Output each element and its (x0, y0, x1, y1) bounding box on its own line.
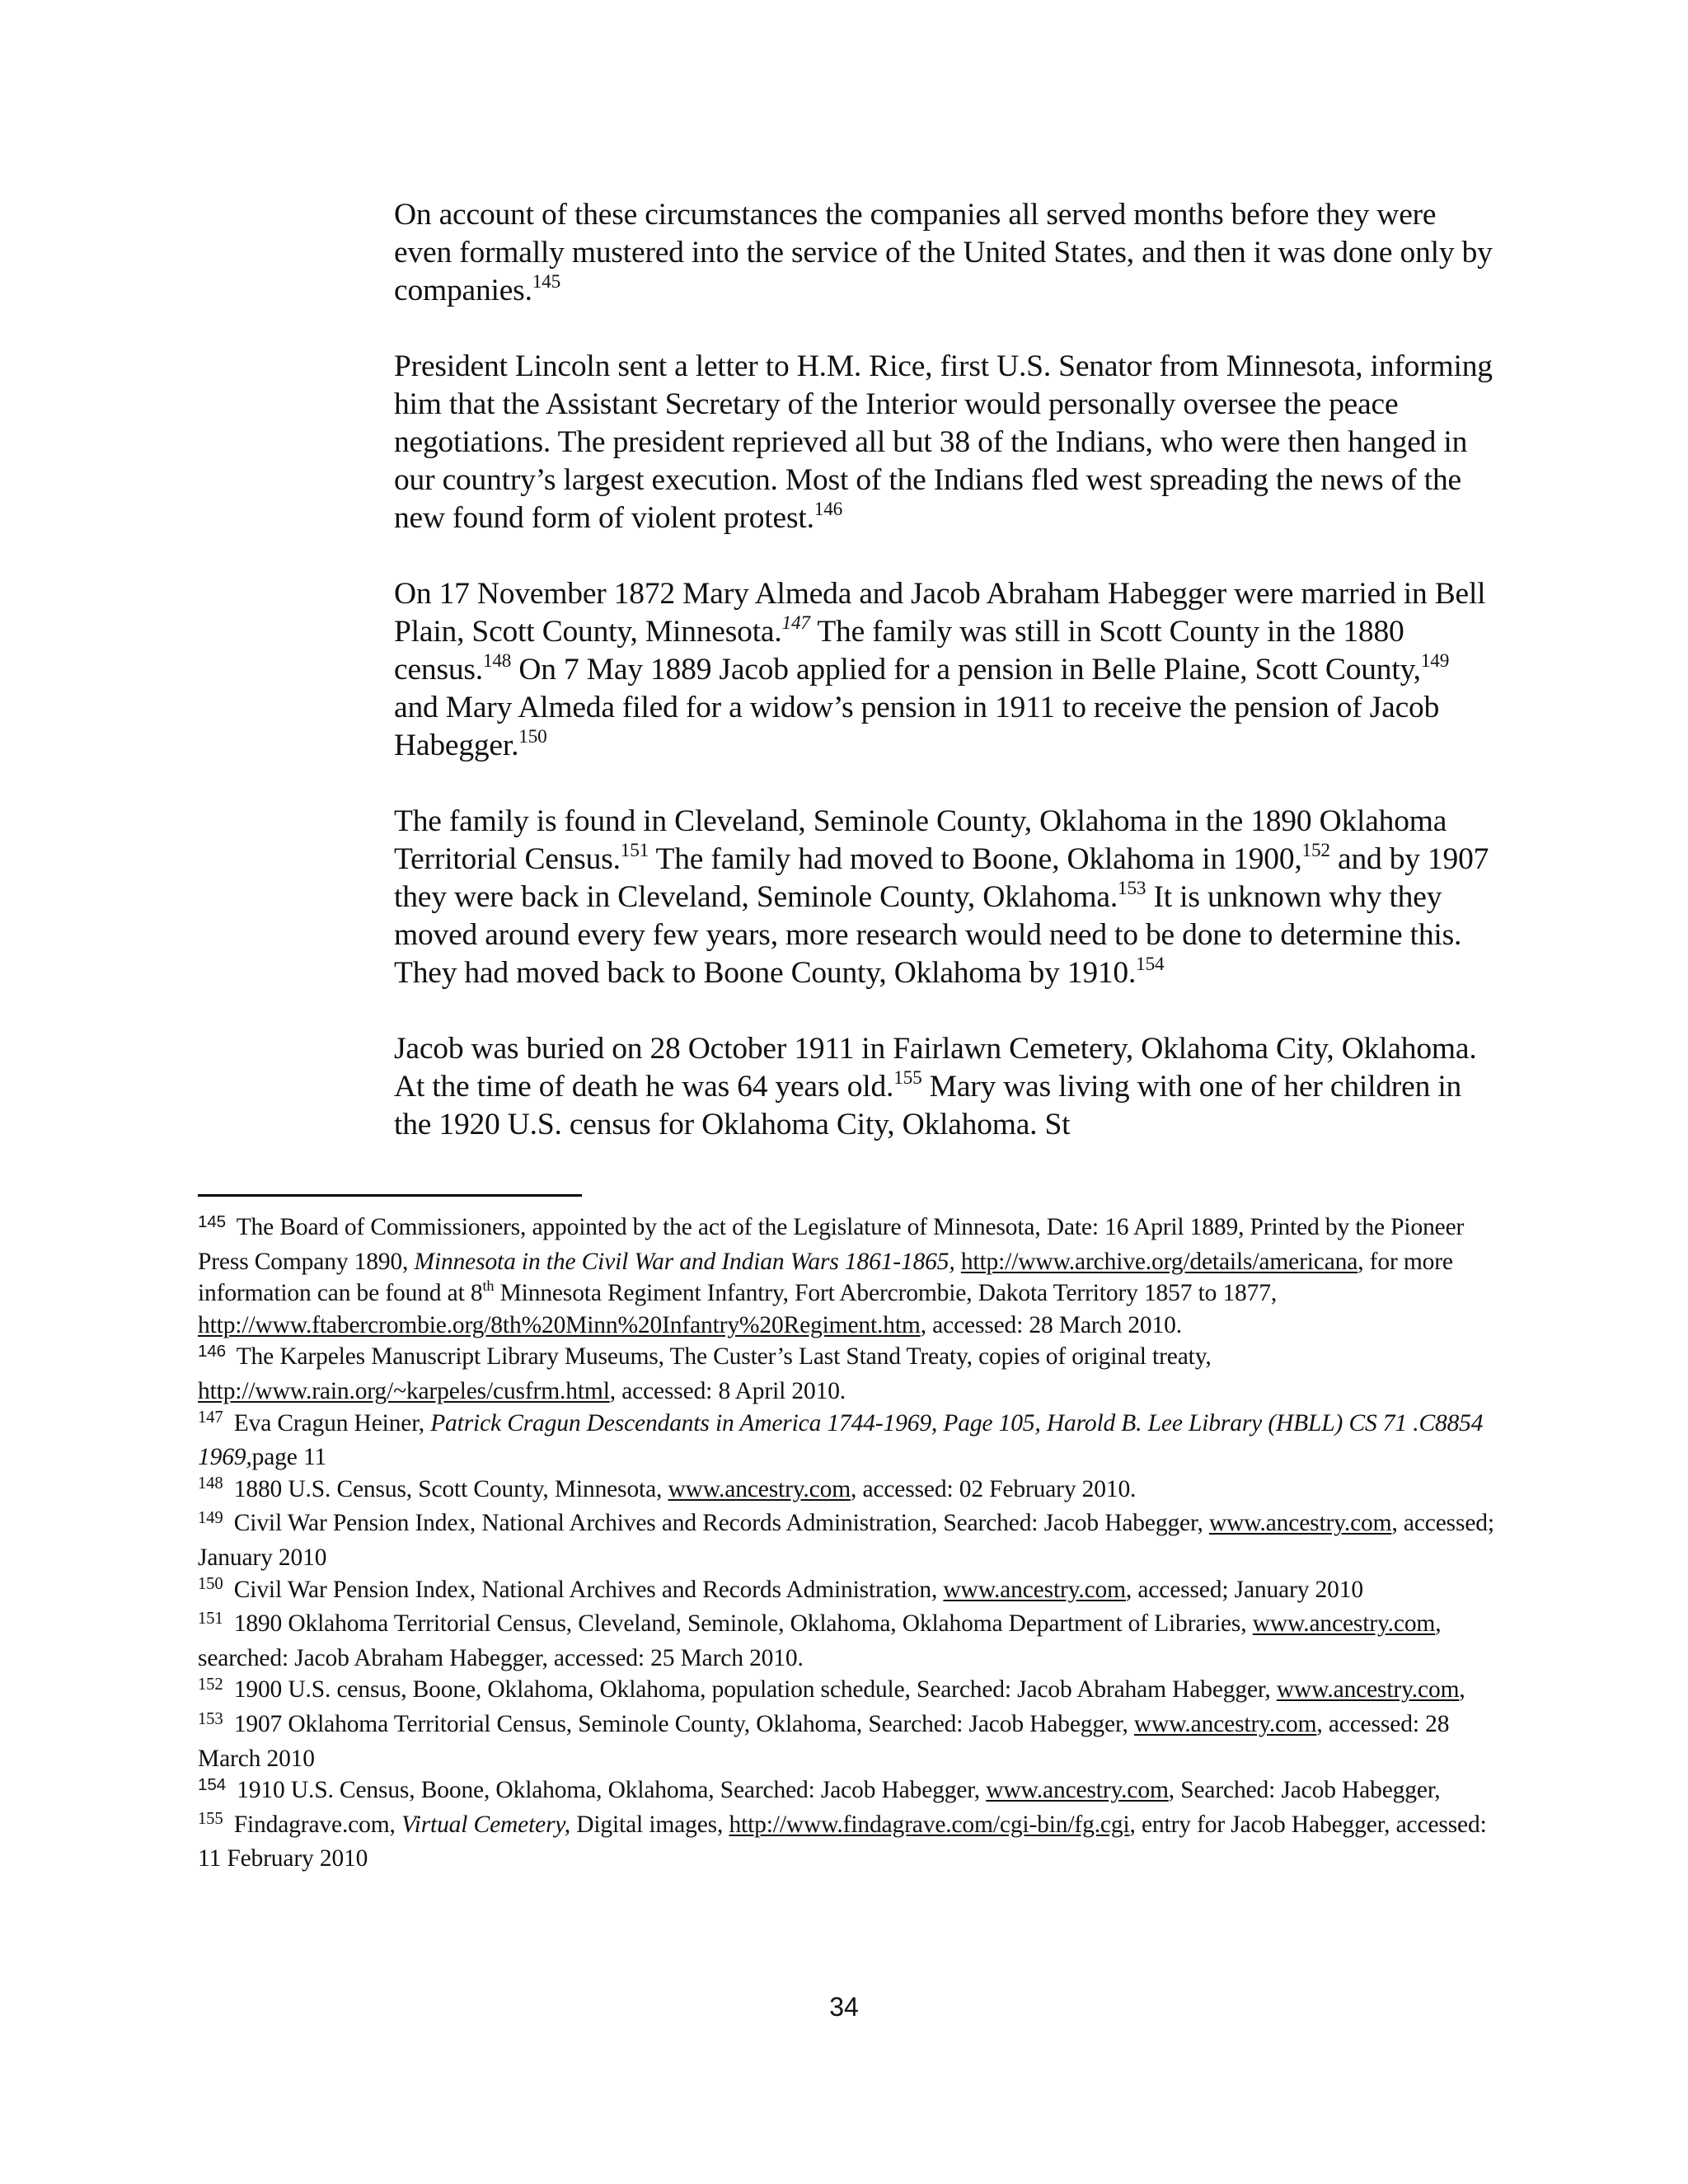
footnote-ref-152[interactable]: 152 (1301, 840, 1330, 862)
footnote-145: $^{145}$ The Board of Commissioners, appointed by the act of the Legislature of Minnesota, Date: 16 April 1889, Printed by the Pioneer Press Company 1890, Minnesota in the Civil War and Indian Wars 1861-1865, http://www.archive.org/details/americana, for more information can be found at 8th Minnesota Regiment Infantry, Fort Abercrombie, Dakota Territory 1857 to 1877, http://www.ftabercrombie.org/8th%20Minn%20Infantry%20Regiment.htm, accessed: 28 March 2010. (198, 1212, 1465, 1338)
footnote-151: $^{151}$ 1890 Oklahoma Territorial Census, Cleveland, Seminole, Oklahoma, Oklahoma Department of Libraries, www.ancestry.com, searched: Jacob Abraham Habegger, accessed: 25 March 2010. (198, 1609, 1442, 1671)
link-ancestry[interactable]: www.ancestry.com (1276, 1676, 1460, 1704)
link-ancestry[interactable]: www.ancestry.com (986, 1777, 1169, 1804)
footnote-ref-155[interactable]: 155 (893, 1067, 922, 1090)
footnote-147: $^{147}$ Eva Cragun Heiner, Patrick Cragun Descendants in America 1744-1969, Page 105, Harold B. Lee Library (HBLL) CS 71 .C8854 1969,page 11 (198, 1408, 1484, 1471)
paragraph-1: On account of these circumstances the companies all served months before they were even formally mustered into the service of the United States, and then it was done only by companies.$^{145}$ (394, 198, 1493, 307)
footnote-148: $^{148}$ 1880 U.S. Census, Scott County, Minnesota, www.ancestry.com, accessed: 02 February 2010. (198, 1474, 1137, 1502)
page-number: 34 (829, 1992, 859, 2022)
link-karpeles[interactable]: http://www.rain.org/~karpeles/cusfrm.html (198, 1377, 610, 1404)
footnote-separator (198, 1194, 582, 1197)
footnote-155: $^{155}$ Findagrave.com, Virtual Cemetery, Digital images, http://www.findagrave.com/cgi-bin/fg.cgi, entry for Jacob Habegger, accessed: 11 February 2010 (198, 1810, 1487, 1872)
footnote-ref-145[interactable]: 145 (532, 271, 561, 293)
paragraph-2: President Lincoln sent a letter to H.M. Rice, first U.S. Senator from Minnesota, informing him that the Assistant Secretary of the Interior would personally oversee the peace negotiations. The president reprieved all but 38 of the Indians, who were then hanged in our country’s largest execution. Most of the Indians fled west spreading the news of the new found form of violent protest.$^{146}$ (394, 349, 1493, 535)
link-ftabercrombie[interactable]: http://www.ftabercrombie.org/8th%20Minn%20Infantry%20Regiment.htm (198, 1311, 921, 1338)
link-archive[interactable]: http://www.archive.org/details/americana (960, 1248, 1358, 1275)
footnotes (198, 1212, 1500, 1875)
footnote-ref-146[interactable]: 146 (814, 499, 843, 521)
paragraph-3: On 17 November 1872 Mary Almeda and Jacob Abraham Habegger were married in Bell Plain, Scott County, Minnesota.$^{147}$ The family was still in Scott County in the 1880 census.$^{148}$ On 7 May 1889 Jacob applied for a pension in Belle Plaine, Scott County,$^{149}$ and Mary Almeda filed for a widow’s pension in 1911 to receive the pension of Jacob Habegger.$^{150}$ (394, 577, 1486, 762)
footnote-152: $^{152}$ 1900 U.S. census, Boone, Oklahoma, Oklahoma, population schedule, Searched: Jacob Abraham Habegger, www.ancestry.com, (198, 1675, 1465, 1704)
footnote-154: $^{154}$ 1910 U.S. Census, Boone, Oklahoma, Oklahoma, Searched: Jacob Habegger, www.ancestry.com, Searched: Jacob Habegger, (198, 1774, 1441, 1804)
footnote-ref-153[interactable]: 153 (1118, 878, 1146, 900)
footnote-ref-149[interactable]: 149 (1420, 650, 1450, 673)
link-ancestry[interactable]: www.ancestry.com (1208, 1510, 1392, 1537)
paragraph-4: The family is found in Cleveland, Seminole County, Oklahoma in the 1890 Oklahoma Territorial Census.$^{151}$ The family had moved to Boone, Oklahoma in 1900,$^{152}$ and by 1907 they were back in Cleveland, Seminole County, Oklahoma.$^{153}$ It is unknown why they moved around every few years, more research would need to be done to determine this. They had moved back to Boone County, Oklahoma by 1910.$^{154}$ (394, 804, 1489, 990)
footnote-ref-154[interactable]: 154 (1136, 954, 1165, 976)
link-ancestry[interactable]: www.ancestry.com (1133, 1710, 1317, 1737)
paragraph-5: Jacob was buried on 28 October 1911 in Fairlawn Cemetery, Oklahoma City, Oklahoma. At the time of death he was 64 years old.$^{155}$ Mary was living with one of her children in the 1920 U.S. census for Oklahoma City, Oklahoma. St (394, 1032, 1477, 1141)
link-ancestry[interactable]: www.ancestry.com (1252, 1610, 1436, 1638)
footnote-ref-148[interactable]: 148 (482, 650, 512, 673)
footnote-ref-150[interactable]: 150 (518, 726, 547, 748)
footnote-ref-151[interactable]: 151 (620, 840, 649, 862)
link-ancestry[interactable]: www.ancestry.com (943, 1576, 1126, 1603)
link-findagrave[interactable]: http://www.findagrave.com/cgi-bin/fg.cgi (729, 1811, 1130, 1838)
link-ancestry[interactable]: www.ancestry.com (668, 1475, 851, 1502)
body-text (394, 196, 1498, 1182)
footnote-150: $^{150}$ Civil War Pension Index, National Archives and Records Administration, www.ancestry.com, accessed; January 2010 (198, 1575, 1363, 1603)
footnote-ref-147[interactable]: 147 (781, 612, 810, 635)
footnote-153: $^{153}$ 1907 Oklahoma Territorial Census, Seminole County, Oklahoma, Searched: Jacob Habegger, www.ancestry.com, accessed: 28 March 2010 (198, 1709, 1450, 1772)
footnote-146: $^{146}$ The Karpeles Manuscript Library Museums, The Custer’s Last Stand Treaty, copies of original treaty, http://www.rain.org/~karpeles/cusfrm.html, accessed: 8 April 2010. (198, 1342, 1212, 1404)
footnote-149: $^{149}$ Civil War Pension Index, National Archives and Records Administration, Searched: Jacob Habegger, www.ancestry.com, accessed; January 2010 (198, 1509, 1494, 1571)
